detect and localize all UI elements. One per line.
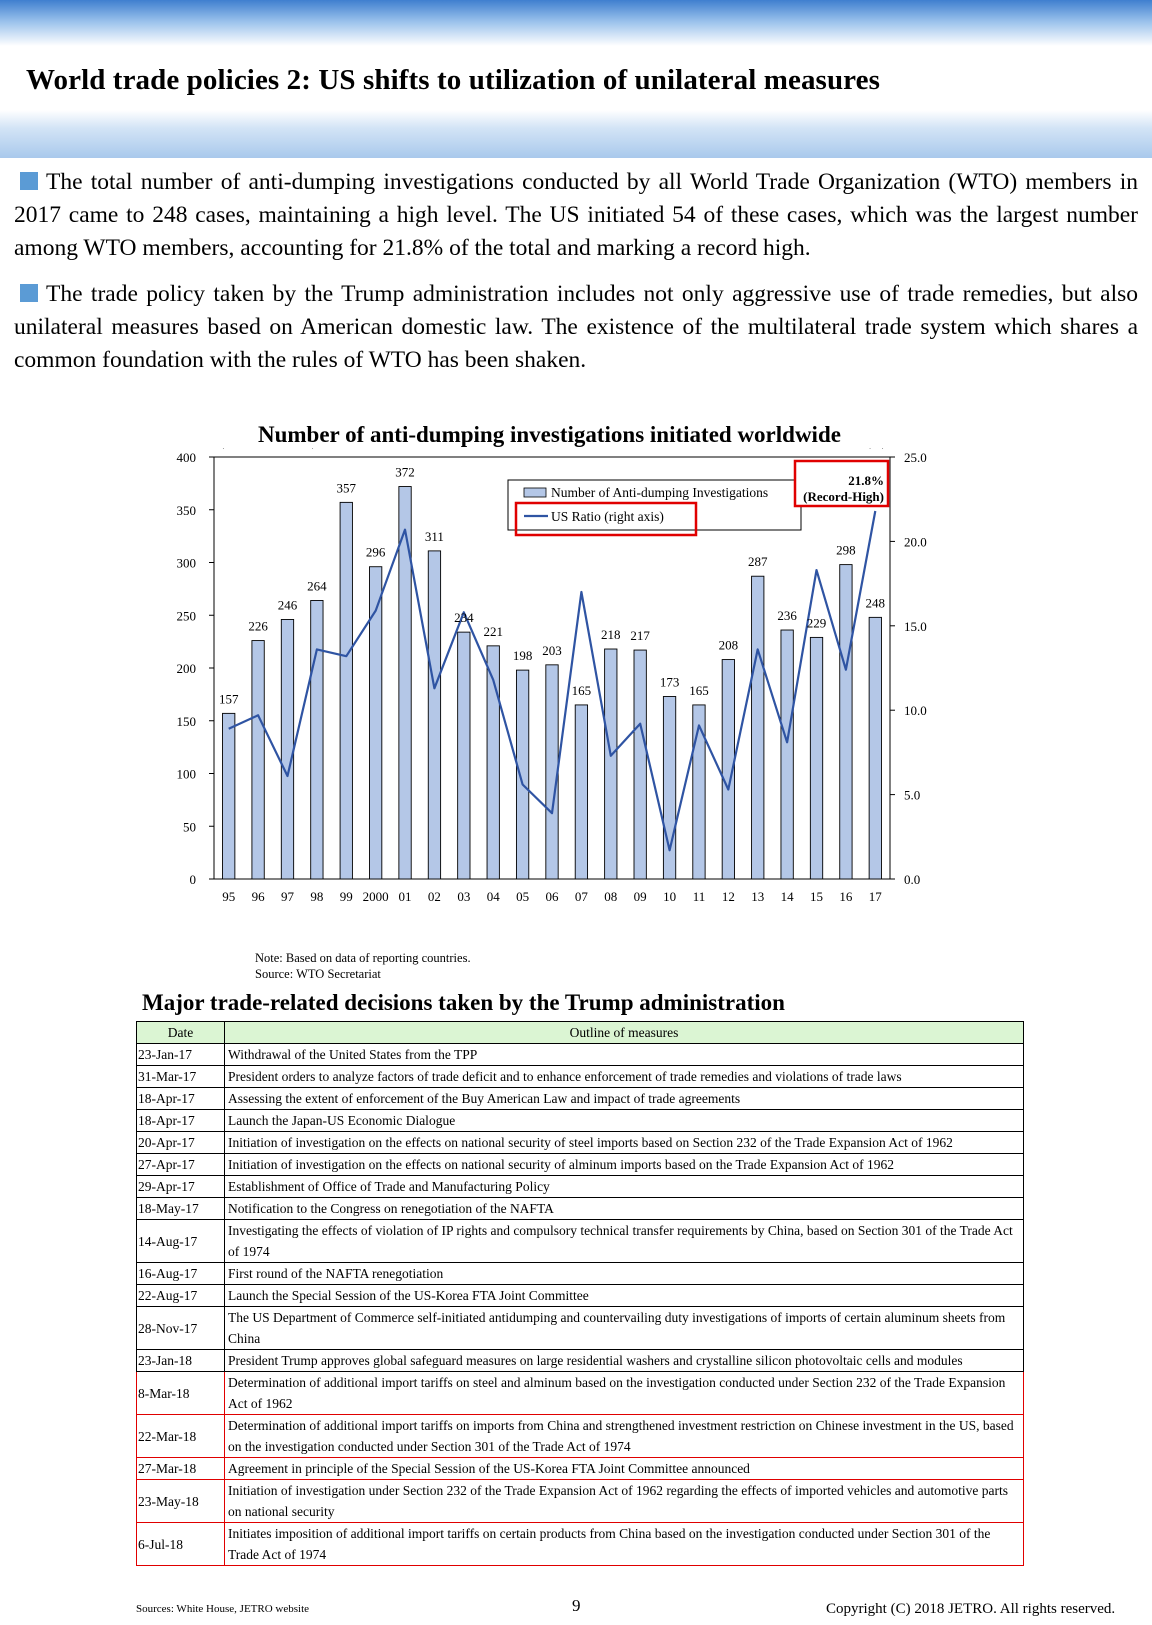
bar xyxy=(458,632,470,879)
left-tick-label: 300 xyxy=(176,555,196,571)
table-header-row xyxy=(137,1022,1024,1044)
x-tick-label: 98 xyxy=(310,889,324,904)
anti-dumping-chart xyxy=(170,448,950,948)
row-measure: Withdrawal of the United States from the TPP xyxy=(225,1044,1024,1066)
record-high-value: 21.8% xyxy=(848,473,884,488)
bar-value-label: 296 xyxy=(365,544,386,560)
right-tick-label: 5.0 xyxy=(904,787,921,803)
bar xyxy=(340,502,352,879)
table-title: Major trade-related decisions taken by the Trump administration xyxy=(142,990,785,1015)
x-tick-label: 02 xyxy=(427,889,441,904)
row-date: 28-Nov-17 xyxy=(137,1307,225,1350)
x-tick-label: 03 xyxy=(457,889,471,904)
measures-table xyxy=(136,1021,1024,1566)
header-outline: Outline of measures xyxy=(225,1022,1024,1044)
row-measure: President Trump approves global safeguard measures on large residential washers and crystalline silicon photovoltaic cells and modules xyxy=(225,1350,1024,1372)
left-axis-label xyxy=(220,448,316,449)
table-row xyxy=(137,1132,1024,1154)
bar xyxy=(840,565,852,879)
x-tick-label: 09 xyxy=(633,889,647,904)
row-date: 23-Jan-17 xyxy=(137,1044,225,1066)
table-row xyxy=(137,1220,1024,1263)
bar-value-label: 208 xyxy=(718,637,739,653)
bar-value-label: 311 xyxy=(424,528,444,544)
bar-value-label: 229 xyxy=(806,615,827,631)
x-tick-label: 08 xyxy=(604,889,618,904)
bar xyxy=(311,600,323,879)
bar-value-label: 234 xyxy=(454,610,474,626)
bullet-text: The trade policy taken by the Trump administration includes not only aggressive use of trade remedies, but also unilateral measures based on American domestic law. The existence of the multilateral trade system which shares a common foundation with the rules of WTO has been shaken. xyxy=(14,281,1138,373)
bar-value-label: 218 xyxy=(601,627,621,643)
row-measure: President orders to analyze factors of trade deficit and to enhance enforcement of trade remedies and violations of trade laws xyxy=(225,1066,1024,1088)
x-tick-label: 11 xyxy=(692,889,706,904)
row-measure: Launch the Japan-US Economic Dialogue xyxy=(225,1110,1024,1132)
bar xyxy=(752,576,764,879)
row-date: 18-Apr-17 xyxy=(137,1110,225,1132)
row-date: 16-Aug-17 xyxy=(137,1263,225,1285)
row-measure: The US Department of Commerce self-initiated antidumping and countervailing duty investigations of imports of certain aluminum sheets from China xyxy=(225,1307,1024,1350)
left-tick-label: 350 xyxy=(176,502,196,518)
bar xyxy=(810,637,822,879)
bar-value-label: 246 xyxy=(277,597,298,613)
bar xyxy=(575,705,587,879)
chart-note-block xyxy=(255,950,471,982)
bullet-square-icon xyxy=(20,284,38,302)
table-sources: Sources: White House, JETRO website xyxy=(136,1603,310,1615)
left-tick-label: 150 xyxy=(176,713,196,729)
bar-value-label: 236 xyxy=(777,608,797,624)
bar xyxy=(223,713,235,879)
bar-value-label: 226 xyxy=(248,618,268,634)
x-tick-label: 05 xyxy=(516,889,530,904)
row-date: 27-Apr-17 xyxy=(137,1154,225,1176)
right-tick-label: 20.0 xyxy=(904,534,927,550)
left-tick-label: 200 xyxy=(176,661,196,676)
x-tick-label: 17 xyxy=(868,889,882,904)
right-tick-label: 10.0 xyxy=(904,703,927,719)
bar xyxy=(369,567,381,879)
bar-value-label: 157 xyxy=(218,691,239,707)
bullet-item xyxy=(14,278,1138,377)
table-row xyxy=(137,1176,1024,1198)
x-tick-label: 99 xyxy=(339,889,353,904)
x-tick-label: 96 xyxy=(251,889,265,904)
row-date: 27-Mar-18 xyxy=(137,1458,225,1480)
row-measure: Determination of additional import tariffs on imports from China and strengthened investment restriction on Chinese investment in the US, based on the investigation conducted under Section 301 of the Trade Act of 1974 xyxy=(225,1415,1024,1458)
x-tick-label: 04 xyxy=(486,889,500,904)
row-measure: Investigating the effects of violation of IP rights and compulsory technical transfer requirements by China, based on Section 301 of the Trade Act of 1974 xyxy=(225,1220,1024,1263)
bar xyxy=(869,617,881,879)
table-row xyxy=(137,1458,1024,1480)
bar-value-label: 248 xyxy=(865,595,886,611)
row-date: 18-Apr-17 xyxy=(137,1088,225,1110)
row-date: 14-Aug-17 xyxy=(137,1220,225,1263)
row-date: 22-Aug-17 xyxy=(137,1285,225,1307)
left-tick-label: 50 xyxy=(183,819,196,835)
bar xyxy=(399,487,411,879)
row-measure: Determination of additional import tariffs on steel and alminum based on the investigation conducted under Section 232 of the Trade Expansion Act of 1962 xyxy=(225,1372,1024,1415)
summary-bullets xyxy=(14,166,1138,390)
legend-bar-label: Number of Anti-dumping Investigations xyxy=(551,485,769,500)
bar-value-label: 357 xyxy=(336,480,357,496)
table-row xyxy=(137,1415,1024,1458)
chart-source: Source: WTO Secretariat xyxy=(255,967,381,981)
row-date: 31-Mar-17 xyxy=(137,1066,225,1088)
x-tick-label: 12 xyxy=(721,889,735,904)
x-tick-label: 06 xyxy=(545,889,559,904)
left-tick-label: 100 xyxy=(176,766,196,782)
right-tick-label: 15.0 xyxy=(904,618,927,634)
x-tick-label: 2000 xyxy=(362,889,389,904)
bar-value-label: 173 xyxy=(659,674,680,690)
table-row xyxy=(137,1198,1024,1220)
table-row xyxy=(137,1480,1024,1523)
row-date: 6-Jul-18 xyxy=(137,1523,225,1566)
row-measure: Assessing the extent of enforcement of the Buy American Law and impact of trade agreements xyxy=(225,1088,1024,1110)
bar-value-label: 298 xyxy=(836,542,856,558)
copyright: Copyright (C) 2018 JETRO. All rights reserved. xyxy=(826,1601,1116,1617)
bar-value-label: 372 xyxy=(395,464,415,480)
row-measure: Notification to the Congress on renegotiation of the NAFTA xyxy=(225,1198,1024,1220)
bar xyxy=(428,551,440,879)
page-title: World trade policies 2: US shifts to utilization of unilateral measures xyxy=(26,64,880,96)
x-tick-label: 97 xyxy=(280,889,294,904)
record-high-label: (Record-High) xyxy=(803,489,884,504)
chart-legend xyxy=(508,480,801,535)
page-number: 9 xyxy=(572,1596,581,1615)
bar-value-label: 165 xyxy=(571,682,592,698)
legend-line-label: US Ratio (right axis) xyxy=(551,509,664,524)
bullet-square-icon xyxy=(20,172,38,190)
table-row xyxy=(137,1350,1024,1372)
table-row xyxy=(137,1523,1024,1566)
chart-note: Note: Based on data of reporting countries. xyxy=(255,951,471,965)
record-high-annotation xyxy=(795,461,888,506)
right-tick-label: 25.0 xyxy=(904,450,927,465)
table-row xyxy=(137,1110,1024,1132)
row-date: 23-Jan-18 xyxy=(137,1350,225,1372)
table-row xyxy=(137,1154,1024,1176)
table-row xyxy=(137,1066,1024,1088)
right-axis-label xyxy=(867,448,887,449)
row-date: 29-Apr-17 xyxy=(137,1176,225,1198)
bar xyxy=(781,630,793,879)
table-row xyxy=(137,1044,1024,1066)
table-row xyxy=(137,1307,1024,1350)
bullet-text: The total number of anti-dumping investigations conducted by all World Trade Organization (WTO) members in 2017 came to 248 cases, maintaining a high level. The US initiated 54 of these cases, which was the largest number among WTO members, accounting for 21.8% of the total and marking a record high. xyxy=(14,169,1138,261)
row-measure: Initiation of investigation on the effects on national security of alminum imports based on the Trade Expansion Act of 1962 xyxy=(225,1154,1024,1176)
left-tick-label: 400 xyxy=(176,450,196,465)
left-tick-label: 0 xyxy=(189,872,196,887)
row-measure: Initiation of investigation under Section 232 of the Trade Expansion Act of 1962 regarding the effects of imported vehicles and automotive parts on national security xyxy=(225,1480,1024,1523)
table-row xyxy=(137,1263,1024,1285)
table-row xyxy=(137,1088,1024,1110)
bullet-item xyxy=(14,166,1138,265)
row-date: 23-May-18 xyxy=(137,1480,225,1523)
row-measure: Agreement in principle of the Special Session of the US-Korea FTA Joint Committee announced xyxy=(225,1458,1024,1480)
x-tick-label: 13 xyxy=(751,889,765,904)
bar-value-label: 221 xyxy=(483,623,503,639)
row-date: 20-Apr-17 xyxy=(137,1132,225,1154)
bar-value-label: 217 xyxy=(630,628,650,644)
x-tick-label: 16 xyxy=(839,889,853,904)
table-row xyxy=(137,1285,1024,1307)
bar xyxy=(546,665,558,879)
legend-bar-swatch xyxy=(524,488,546,497)
bar-value-label: 198 xyxy=(512,648,533,664)
table-row xyxy=(137,1372,1024,1415)
row-measure: Launch the Special Session of the US-Korea FTA Joint Committee xyxy=(225,1285,1024,1307)
x-tick-label: 01 xyxy=(398,889,412,904)
row-date: 22-Mar-18 xyxy=(137,1415,225,1458)
bar-value-label: 264 xyxy=(307,578,327,594)
row-measure: First round of the NAFTA renegotiation xyxy=(225,1263,1024,1285)
bar xyxy=(252,641,264,879)
row-date: 18-May-17 xyxy=(137,1198,225,1220)
row-measure: Initiation of investigation on the effects on national security of steel imports based on Section 232 of the Trade Expansion Act of 1962 xyxy=(225,1132,1024,1154)
bar xyxy=(605,649,617,879)
chart-title: Number of anti-dumping investigations initiated worldwide xyxy=(258,422,841,447)
row-measure: Establishment of Office of Trade and Manufacturing Policy xyxy=(225,1176,1024,1198)
x-tick-label: 14 xyxy=(780,889,794,904)
right-tick-label: 0.0 xyxy=(904,872,921,887)
x-tick-label: 15 xyxy=(810,889,824,904)
bar xyxy=(663,696,675,879)
bar xyxy=(693,705,705,879)
bar-value-label: 287 xyxy=(747,554,768,570)
bar-value-label: 165 xyxy=(689,682,709,698)
bar xyxy=(516,670,528,879)
bar xyxy=(281,619,293,879)
x-tick-label: 07 xyxy=(574,889,588,904)
header-date: Date xyxy=(137,1022,225,1044)
x-tick-label: 95 xyxy=(222,889,236,904)
x-tick-label: 10 xyxy=(663,889,677,904)
row-measure: Initiates imposition of additional import tariffs on certain products from China based on the investigation conducted under Section 301 of the Trade Act of 1974 xyxy=(225,1523,1024,1566)
left-tick-label: 250 xyxy=(176,608,196,624)
row-date: 8-Mar-18 xyxy=(137,1372,225,1415)
bar xyxy=(634,650,646,879)
bar-value-label: 203 xyxy=(542,642,562,658)
